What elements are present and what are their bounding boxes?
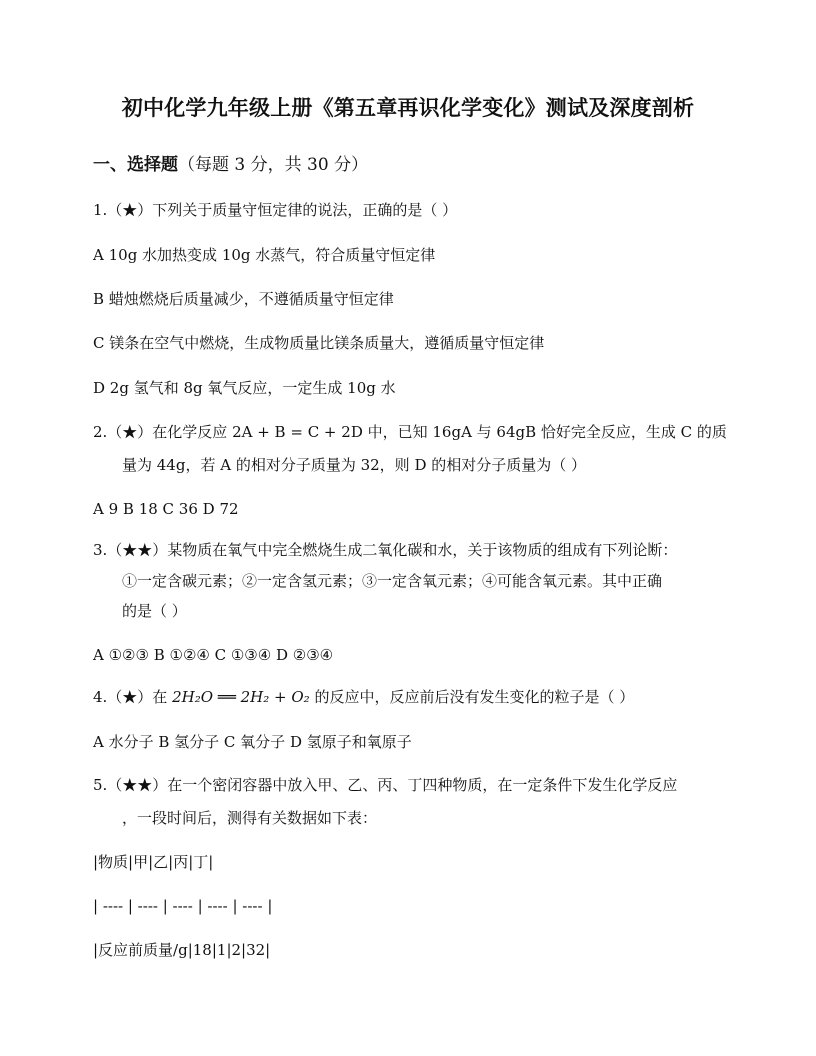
section-score-note: （每题 3 分，共 30 分）: [178, 155, 369, 175]
question-5-stem-line-2: ，一段时间后，测得有关数据如下表：: [122, 809, 378, 827]
question-1-option-b: B 蜡烛燃烧后质量减少，不遵循质量守恒定律: [93, 290, 394, 308]
question-4-stem-prefix: 4.（★）在: [93, 688, 173, 706]
question-4-stem-suffix: 的反应中，反应前后没有发生变化的粒子是（ ）: [309, 688, 635, 706]
question-5-table-row-1: |反应前质量/g|18|1|2|32|: [93, 941, 271, 959]
question-2-stem-line-2: 量为 44g，若 A 的相对分子质量为 32，则 D 的相对分子质量为（ ）: [122, 456, 587, 474]
question-5-table-separator: | ---- | ---- | ---- | ---- | ---- |: [93, 897, 273, 915]
section-title: 一、选择题: [93, 155, 178, 175]
question-4-stem: [93, 687, 634, 707]
section-heading: [93, 150, 368, 175]
question-4-options: A 水分子 B 氢分子 C 氧分子 D 氢原子和氧原子: [93, 733, 412, 751]
question-3-stem-line-1: 3.（★★）某物质在氧气中完全燃烧生成二氧化碳和水，关于该物质的组成有下列论断：: [93, 541, 678, 559]
question-4-equation: 2H₂O ══ 2H₂ + O₂: [172, 688, 310, 706]
question-5-table-header: |物质|甲|乙|丙|丁|: [93, 853, 214, 871]
question-3-stem-line-2: ①一定含碳元素；②一定含氢元素；③一定含氧元素；④可能含氧元素。其中正确: [122, 572, 663, 590]
question-3-stem-line-3: 的是（ ）: [122, 602, 187, 620]
question-2-stem-line-1: 2.（★）在化学反应 2A + B = C + 2D 中，已知 16gA 与 64gB 恰好完全反应，生成 C 的质: [93, 423, 727, 441]
question-1-option-c: C 镁条在空气中燃烧，生成物质量比镁条质量大，遵循质量守恒定律: [93, 334, 545, 352]
document-title: 初中化学九年级上册《第五章再识化学变化》测试及深度剖析: [121, 95, 695, 120]
question-1-stem: 1.（★）下列关于质量守恒定律的说法，正确的是（ ）: [93, 201, 458, 219]
question-1-option-a: A 10g 水加热变成 10g 水蒸气，符合质量守恒定律: [93, 246, 436, 264]
question-3-options: A ①②③ B ①②④ C ①③④ D ②③④: [93, 646, 334, 664]
question-1-option-d: D 2g 氢气和 8g 氧气反应，一定生成 10g 水: [93, 379, 396, 397]
question-2-options: A 9 B 18 C 36 D 72: [93, 500, 239, 518]
question-5-stem-line-1: 5.（★★）在一个密闭容器中放入甲、乙、丙、丁四种物质，在一定条件下发生化学反应: [93, 776, 678, 794]
